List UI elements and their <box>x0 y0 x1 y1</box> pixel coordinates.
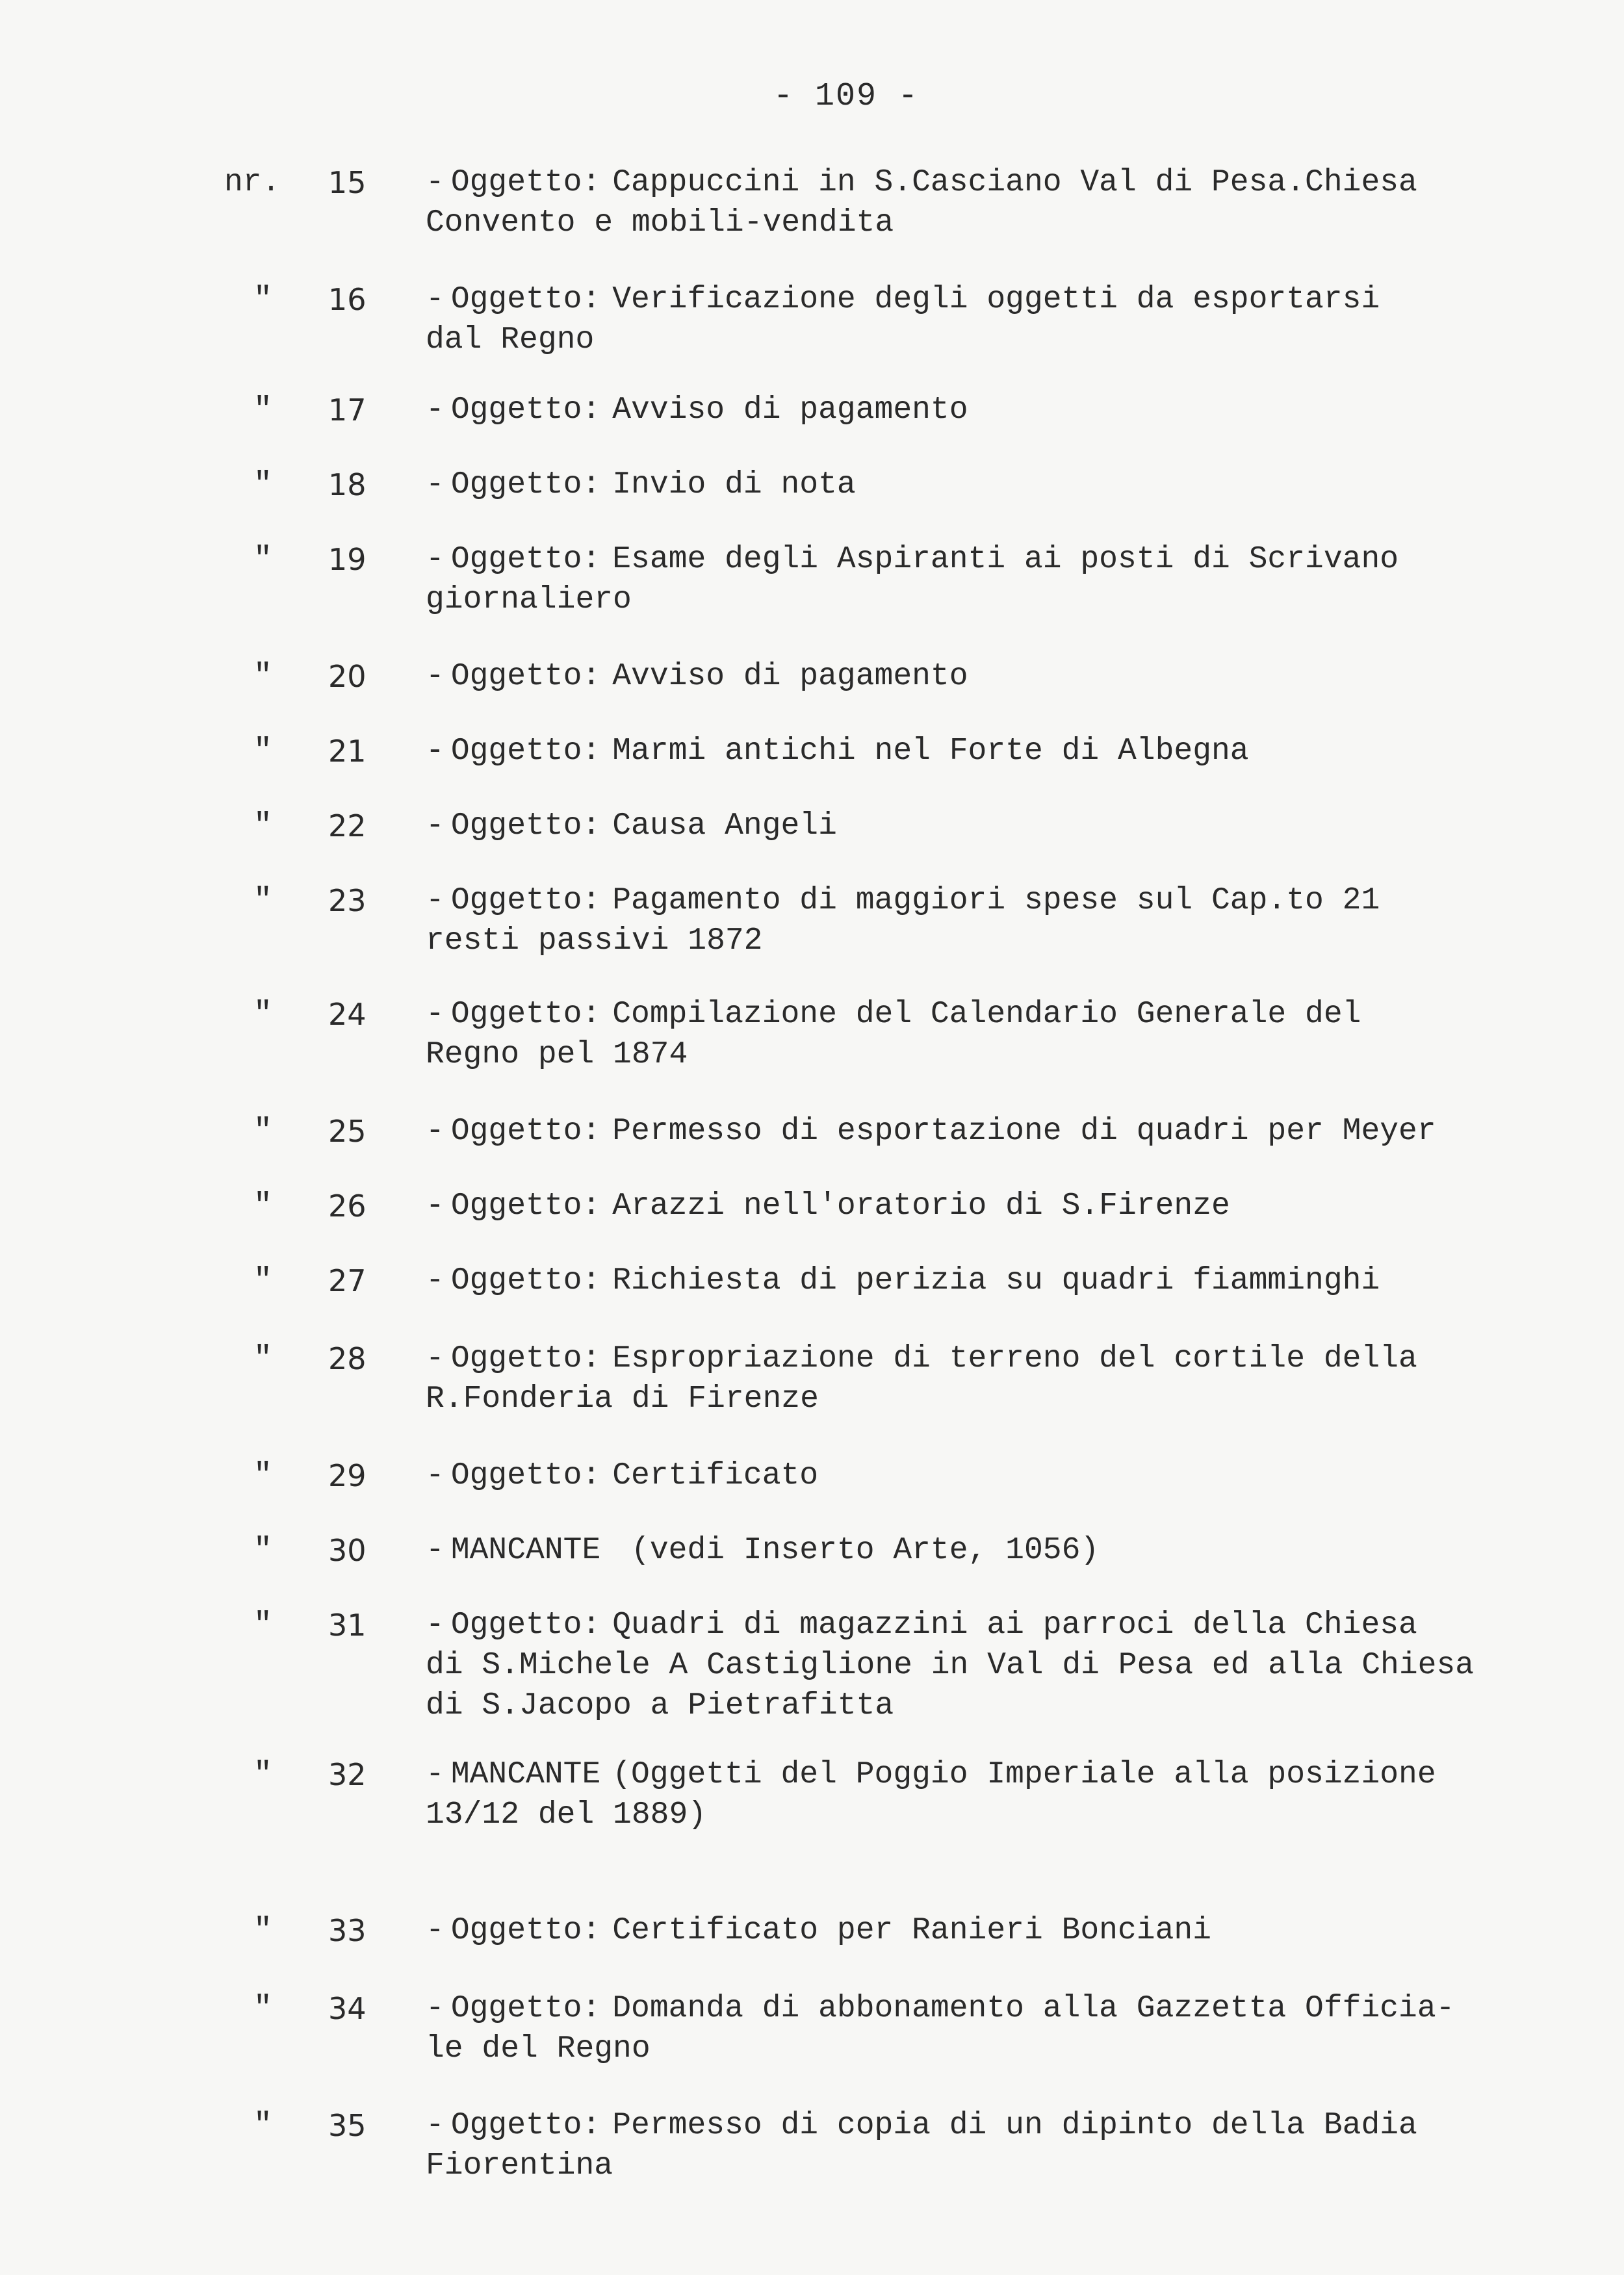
entry-label: Oggetto: <box>450 282 601 317</box>
entry-label: Oggetto: <box>450 1341 601 1376</box>
entry-line-text: Richiesta di perizia su quadri fiamminghi <box>612 1263 1380 1298</box>
entry-number: 17 <box>328 392 367 428</box>
entry-line <box>426 1035 1556 1075</box>
entry-number: 25 <box>328 1114 367 1149</box>
entry-line-text: Domanda di abbonamento alla Gazzetta Officia- <box>612 1991 1455 2026</box>
entry-line-text: Regno pel 1874 <box>426 1037 688 1072</box>
entry-dash: - <box>426 997 445 1032</box>
entry-label: Oggetto: <box>450 734 601 769</box>
entry-text <box>426 1456 1556 1496</box>
entry-text <box>426 279 1556 360</box>
entry-line <box>426 390 1556 430</box>
entry-label: Oggetto: <box>450 883 601 918</box>
entry-label: Oggetto: <box>450 392 601 428</box>
entry-line <box>426 1686 1556 1726</box>
entry-line-text: Certificato <box>612 1458 819 1493</box>
entry-line <box>426 162 1556 203</box>
entry-line-text: 13/12 del 1889) <box>426 1797 707 1832</box>
entry-line-text: Quadri di magazzini ai parroci della Chiesa <box>612 1608 1417 1643</box>
entry-dash: - <box>426 1608 445 1643</box>
entry-text <box>426 465 1556 505</box>
entry-line-text: dal Regno <box>426 322 595 357</box>
entry-text <box>426 162 1556 243</box>
entry-line-text: di S.Michele A Castiglione in Val di Pesa ed alla Chiesa <box>426 1648 1475 1683</box>
entry-mark: " <box>253 1263 272 1298</box>
entry-label: Oggetto: <box>450 1263 601 1298</box>
entry-line <box>426 1186 1556 1226</box>
entry-label: Oggetto: <box>450 1608 601 1643</box>
entry-line <box>426 1261 1556 1301</box>
entry-label: Oggetto: <box>450 808 601 843</box>
entry-line-text: giornaliero <box>426 582 632 617</box>
entry-line <box>426 2029 1556 2069</box>
page-number: - 109 - <box>773 78 920 115</box>
entry-mark: " <box>253 282 272 317</box>
entry-mark: " <box>253 2108 272 2143</box>
entry-number: 26 <box>328 1189 367 1224</box>
entry-text <box>426 1910 1556 1951</box>
entry-line-text: Verificazione degli oggetti da esportarsi <box>612 282 1380 317</box>
entry-line <box>426 1988 1556 2029</box>
entry-mark: " <box>253 1114 272 1149</box>
entry-label: MANCANTE <box>450 1533 601 1568</box>
entry-mark: " <box>253 1458 272 1493</box>
entry-label: Oggetto: <box>450 1114 601 1149</box>
entry-line <box>426 1910 1556 1951</box>
entry-text <box>426 1186 1556 1226</box>
entry-label: Oggetto: <box>450 165 601 200</box>
entry-dash: - <box>426 467 445 502</box>
entry-mark: " <box>253 1608 272 1643</box>
entry-dash: - <box>426 1913 445 1948</box>
entry-dash: - <box>426 1341 445 1376</box>
entry-mark: nr. <box>224 165 281 200</box>
entry-line-text: le del Regno <box>426 2031 651 2066</box>
entry-text <box>426 1111 1556 1151</box>
entry-line <box>426 203 1556 243</box>
entry-line <box>426 1645 1556 1686</box>
entry-text <box>426 994 1556 1075</box>
entry-number: 21 <box>328 734 367 769</box>
entry-number: 33 <box>328 1913 367 1948</box>
entry-number: 28 <box>328 1341 367 1376</box>
entry-line <box>426 994 1556 1035</box>
entry-text <box>426 539 1556 620</box>
entry-text <box>426 1988 1556 2069</box>
entry-dash: - <box>426 1458 445 1493</box>
entry-number: 16 <box>328 282 367 317</box>
entry-dash: - <box>426 1114 445 1149</box>
entry-number: 20 <box>328 659 367 694</box>
entry-number: 24 <box>328 997 367 1032</box>
entry-line-text: (Oggetti del Poggio Imperiale alla posizione <box>612 1757 1436 1792</box>
entry-label: Oggetto: <box>450 542 601 577</box>
entry-text <box>426 1530 1556 1571</box>
entry-line <box>426 1339 1556 1379</box>
entry-text <box>426 656 1556 697</box>
entry-dash: - <box>426 883 445 918</box>
entry-number: 18 <box>328 467 367 502</box>
entry-line <box>426 806 1556 846</box>
entry-line-text: Certificato per Ranieri Bonciani <box>612 1913 1211 1948</box>
entry-text <box>426 731 1556 771</box>
entry-dash: - <box>426 734 445 769</box>
entry-line <box>426 539 1556 580</box>
entry-line-text: Convento e mobili-vendita <box>426 205 894 240</box>
entry-line <box>426 465 1556 505</box>
entry-number: 31 <box>328 1608 367 1643</box>
entry-number: 22 <box>328 808 367 843</box>
entry-line-text: Pagamento di maggiori spese sul Cap.to 21 <box>612 883 1380 918</box>
entry-line <box>426 2105 1556 2146</box>
entry-text <box>426 1339 1556 1419</box>
entry-label: Oggetto: <box>450 1458 601 1493</box>
entry-dash: - <box>426 392 445 428</box>
entry-number: 32 <box>328 1757 367 1792</box>
entry-line <box>426 580 1556 620</box>
entry-number: 30 <box>328 1533 367 1568</box>
entry-line <box>426 2146 1556 2186</box>
entry-line <box>426 1754 1556 1795</box>
entry-line-text: resti passivi 1872 <box>426 923 763 958</box>
entry-number: 35 <box>328 2108 367 2143</box>
entry-label: Oggetto: <box>450 997 601 1032</box>
entry-text <box>426 1261 1556 1301</box>
entry-dash: - <box>426 1189 445 1224</box>
entry-line <box>426 279 1556 320</box>
entry-mark: " <box>253 883 272 918</box>
entry-dash: - <box>426 659 445 694</box>
entry-line <box>426 1379 1556 1419</box>
entry-line-text: (vedi Inserto Arte, 1056) <box>612 1533 1100 1568</box>
entry-mark: " <box>253 808 272 843</box>
entry-mark: " <box>253 1991 272 2026</box>
entry-label: Oggetto: <box>450 2108 601 2143</box>
entry-line-text: Avviso di pagamento <box>612 659 968 694</box>
entry-line-text: Arazzi nell'oratorio di S.Firenze <box>612 1189 1230 1224</box>
entry-line-text: Fiorentina <box>426 2148 613 2183</box>
entry-line <box>426 880 1556 921</box>
entry-dash: - <box>426 1757 445 1792</box>
entry-dash: - <box>426 1533 445 1568</box>
entry-line <box>426 1605 1556 1645</box>
entry-mark: " <box>253 542 272 577</box>
entry-line-text: Permesso di copia di un dipinto della Badia <box>612 2108 1417 2143</box>
entry-dash: - <box>426 808 445 843</box>
entry-mark: " <box>253 1533 272 1568</box>
entry-label: MANCANTE <box>450 1757 601 1792</box>
entry-number: 19 <box>328 542 367 577</box>
entry-line <box>426 1530 1556 1571</box>
entry-mark: " <box>253 1757 272 1792</box>
entry-mark: " <box>253 997 272 1032</box>
entry-line-text: di S.Jacopo a Pietrafitta <box>426 1688 894 1723</box>
entry-text <box>426 1754 1556 1835</box>
entry-number: 34 <box>328 1991 367 2026</box>
entry-mark: " <box>253 659 272 694</box>
entry-line <box>426 656 1556 697</box>
entry-line-text: Avviso di pagamento <box>612 392 968 428</box>
entry-dash: - <box>426 165 445 200</box>
entry-dash: - <box>426 2108 445 2143</box>
entry-line-text: Permesso di esportazione di quadri per Meyer <box>612 1114 1436 1149</box>
entry-text <box>426 1605 1556 1726</box>
entry-dash: - <box>426 1263 445 1298</box>
entry-line-text: Espropriazione di terreno del cortile della <box>612 1341 1417 1376</box>
entry-line-text: Invio di nota <box>612 467 856 502</box>
entry-label: Oggetto: <box>450 1913 601 1948</box>
entry-line <box>426 731 1556 771</box>
entry-label: Oggetto: <box>450 1189 601 1224</box>
entry-line-text: Causa Angeli <box>612 808 837 843</box>
entry-line <box>426 320 1556 360</box>
entry-dash: - <box>426 542 445 577</box>
entry-line-text: Cappuccini in S.Casciano Val di Pesa.Chiesa <box>612 165 1417 200</box>
entry-mark: " <box>253 734 272 769</box>
entry-line <box>426 921 1556 961</box>
entry-dash: - <box>426 282 445 317</box>
entry-dash: - <box>426 1991 445 2026</box>
entry-text <box>426 390 1556 430</box>
entry-mark: " <box>253 467 272 502</box>
entry-line-text: Compilazione del Calendario Generale del <box>612 997 1361 1032</box>
entry-line-text: Esame degli Aspiranti ai posti di Scrivano <box>612 542 1399 577</box>
entry-mark: " <box>253 1913 272 1948</box>
entry-label: Oggetto: <box>450 1991 601 2026</box>
entry-mark: " <box>253 392 272 428</box>
entry-line <box>426 1795 1556 1835</box>
entry-label: Oggetto: <box>450 659 601 694</box>
entry-number: 29 <box>328 1458 367 1493</box>
entry-label: Oggetto: <box>450 467 601 502</box>
entry-text <box>426 880 1556 961</box>
entry-line-text: R.Fonderia di Firenze <box>426 1382 819 1417</box>
entry-line <box>426 1111 1556 1151</box>
entry-number: 23 <box>328 883 367 918</box>
entry-mark: " <box>253 1341 272 1376</box>
entry-number: 15 <box>328 165 367 200</box>
entry-number: 27 <box>328 1263 367 1298</box>
entry-text <box>426 2105 1556 2186</box>
entry-line <box>426 1456 1556 1496</box>
entry-line-text: Marmi antichi nel Forte di Albegna <box>612 734 1249 769</box>
entry-mark: " <box>253 1189 272 1224</box>
entry-text <box>426 806 1556 846</box>
